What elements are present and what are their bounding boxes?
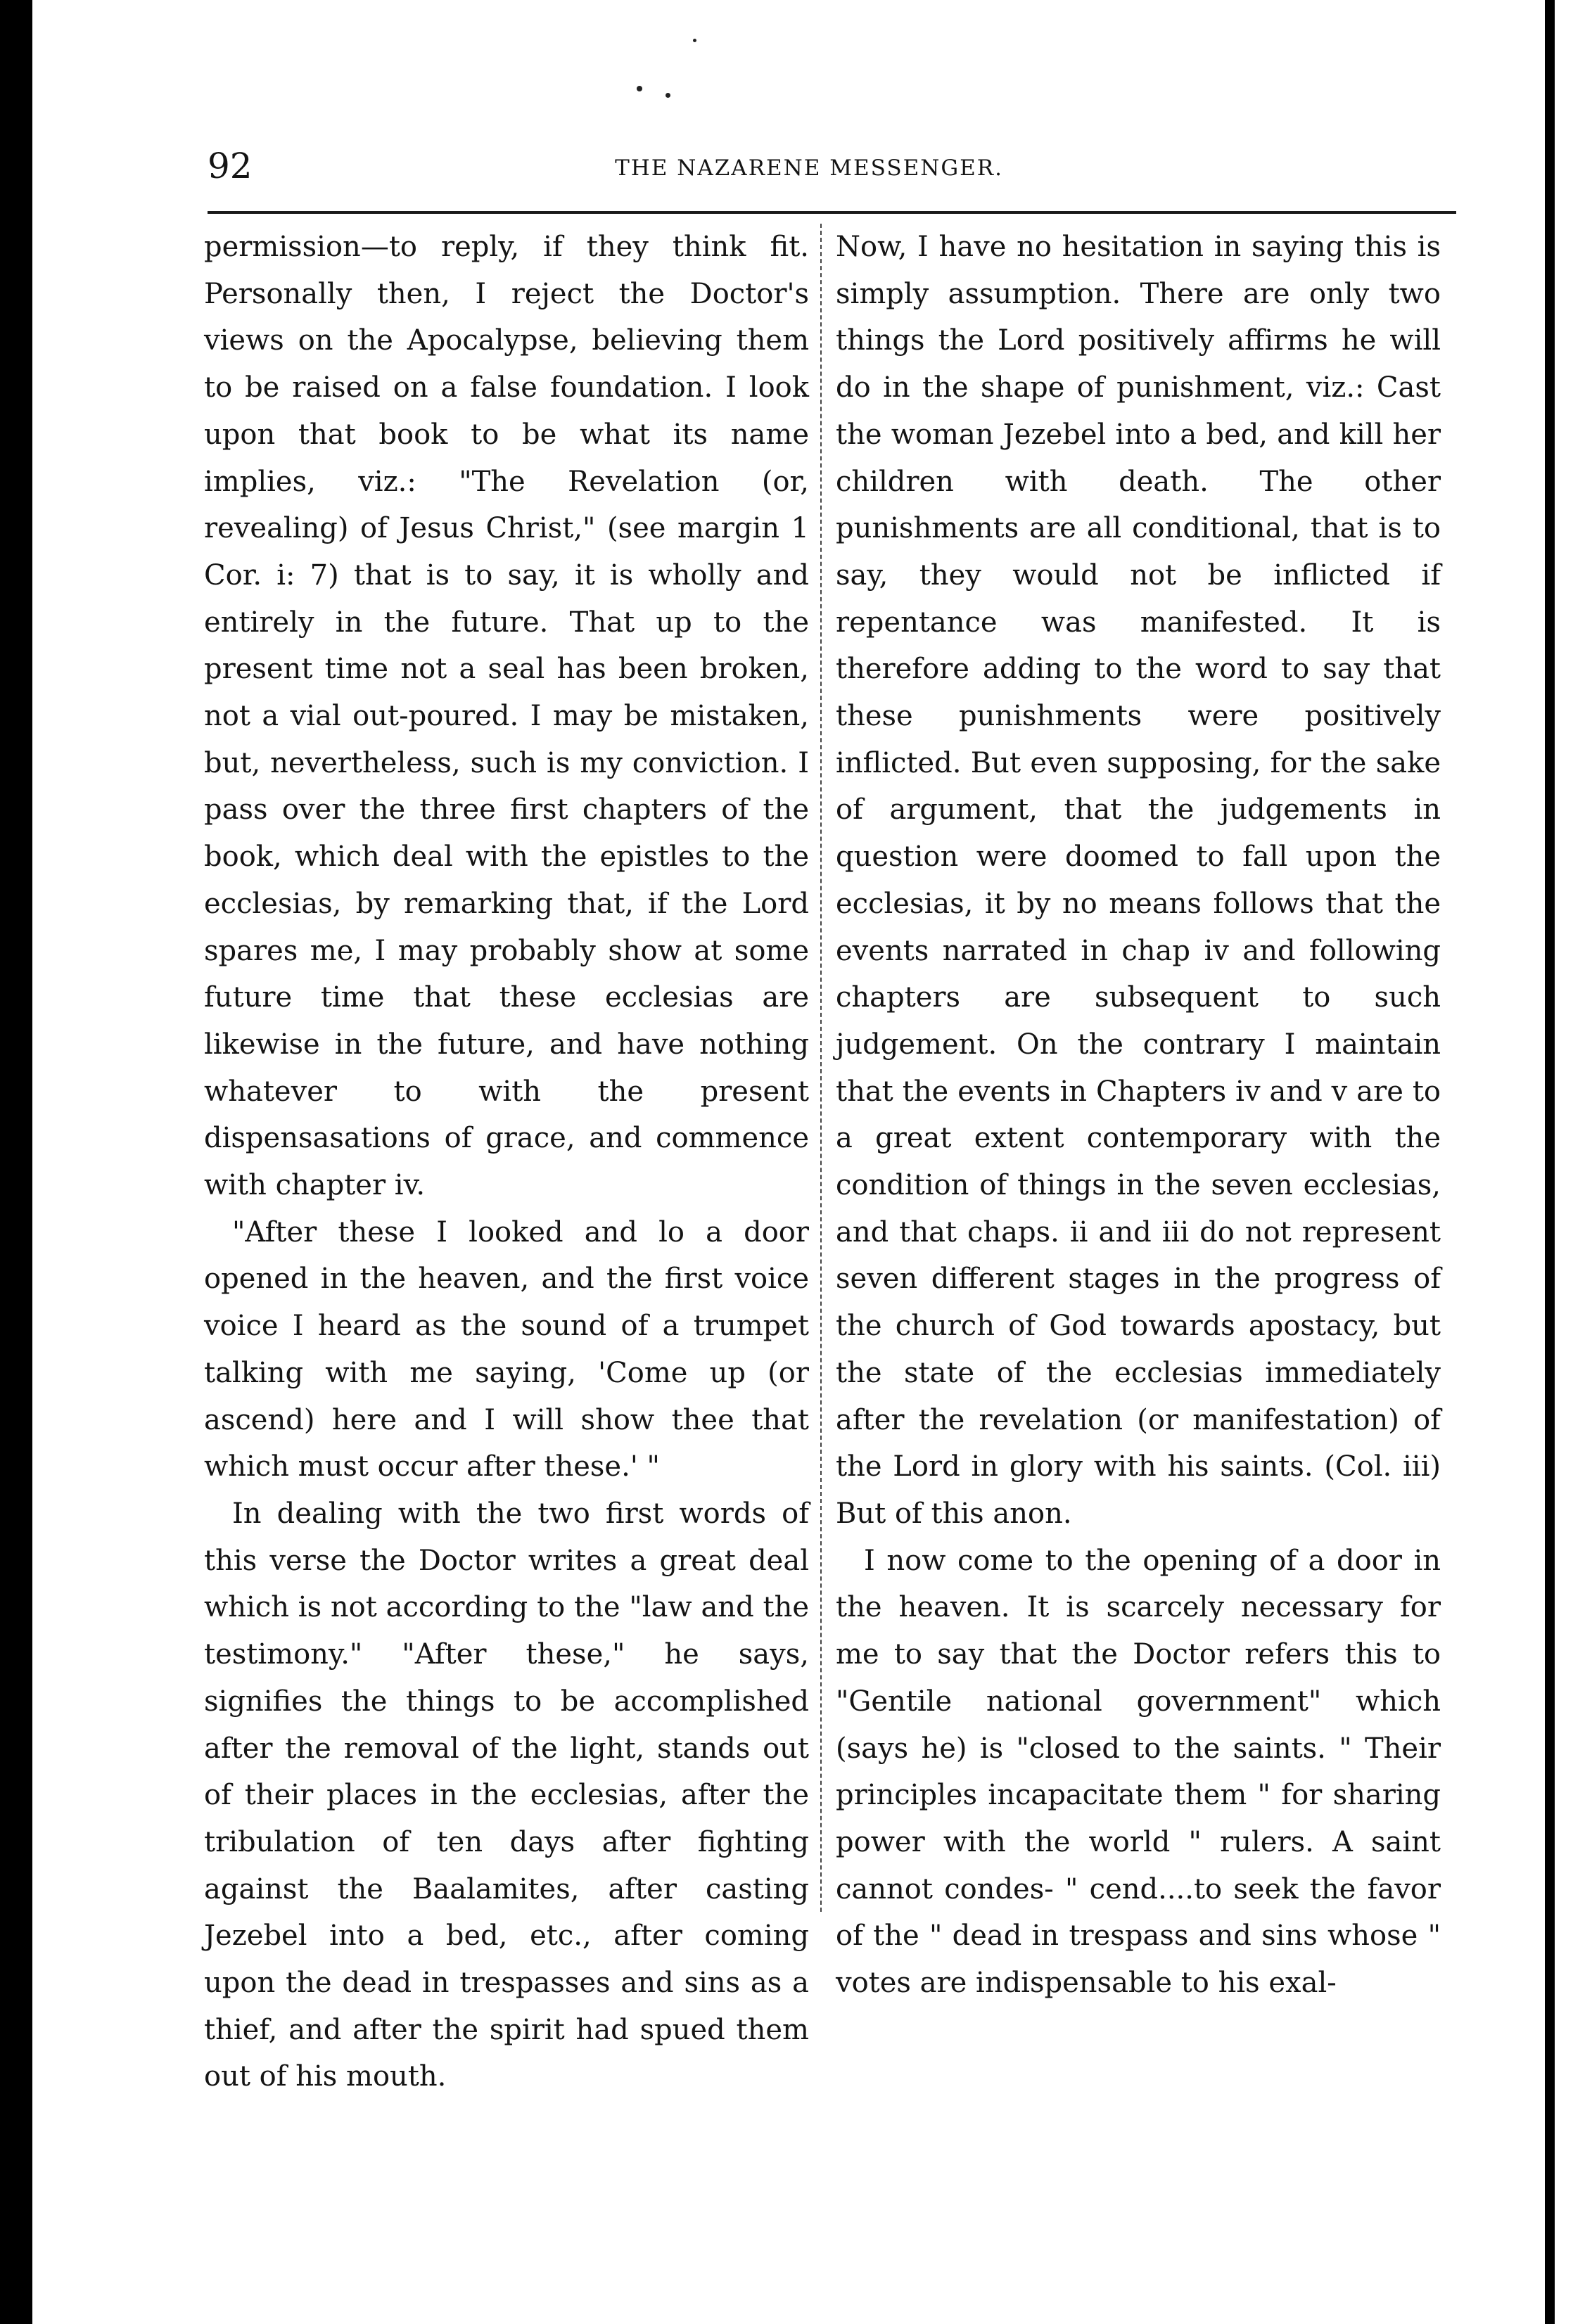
header-rule (208, 211, 1456, 214)
left-column (204, 224, 809, 2100)
page-number: 92 (208, 146, 253, 186)
paragraph: permission—to reply, if they think fit. Personally then, I reject the Doctor's views on the Apocalypse, believing them to be raised on a false foundation. I look upon that book to be what its name implies, viz.: "The Revelation (or, revealing) of Jesus Christ," (see margin 1 Cor. i: 7) that is to say, it is wholly and entirely in the future. That up to the present time not a seal has been broken, not a vial out-poured. I may be mistaken, but, nevertheless, such is my conviction. I pass over the three first chapters of the book, which deal with the epistles to the ecclesias, by remarking that, if the Lord spares me, I may probably show at some future time that these ecclesias are likewise in the future, and have nothing whatever to with the present dispensasations of grace, and commence with chapter iv. (204, 231, 809, 1202)
paragraph: "After these I looked and lo a door opened in the heaven, and the first voice voice I heard as the sound of a trumpet talking with me saying, 'Come up (or ascend) here and I will show thee that which must occur after these.' " (204, 1215, 809, 1483)
scan-edge-bar-right (1545, 0, 1555, 2324)
running-head: THE NAZARENE MESSENGER. (615, 155, 1003, 181)
scan-speck (666, 93, 670, 98)
page-header (208, 146, 1410, 186)
scan-edge-bar (0, 0, 32, 2324)
right-column (836, 224, 1441, 2007)
paragraph: Now, I have no hesitation in saying this is simply assumption. There are only two things the Lord positively affirms he will do in the shape of punishment, viz.: Cast the woman Jezebel into a bed, and kill her children with death. The other punishments are all conditional, that is to say, they would not be inflicted if repentance was manifested. It is therefore adding to the word to say that these punishments were positively inflicted. But even supposing, for the sake of argument, that the judgements in question were doomed to fall upon the ecclesias, it by no means follows that the events narrated in chap iv and following chapters are subsequent to such judgement. On the contrary I maintain that the events in Chapters iv and v are to a great extent contemporary with the condition of things in the seven ecclesias, and that chaps. ii and iii do not represent seven different stages in the progress of the church of God towards apostacy, but the state of the ecclesias immediately after the revelation (or manifestation) of the Lord in glory with his saints. (Col. iii) But of this anon. (836, 231, 1441, 1530)
scan-speck (637, 86, 642, 91)
paragraph: I now come to the opening of a door in the heaven. It is scarcely necessary for me to say that the Doctor refers this to "Gentile national government" which (says he) is "closed to the saints. " Their principles incapacitate them " for sharing power with the world " rulers. A saint cannot condes- " cend....to seek the favor of the " dead in trespass and sins whose " votes are indispensable to his exal- (836, 1544, 1441, 2000)
scan-speck (693, 39, 696, 42)
paragraph: In dealing with the two first words of this verse the Doctor writes a great deal which is not according to the "law and the testimony." "After these," he says, signifies the things to be accomplished after the removal of the light, stands out of their places in the ecclesias, after the tribulation of ten days after fighting against the Baalamites, after casting Jezebel into a bed, etc., after coming upon the dead in trespasses and sins as a thief, and after the spirit had spued them out of his mouth. (204, 1497, 809, 2093)
column-divider (820, 224, 822, 1912)
